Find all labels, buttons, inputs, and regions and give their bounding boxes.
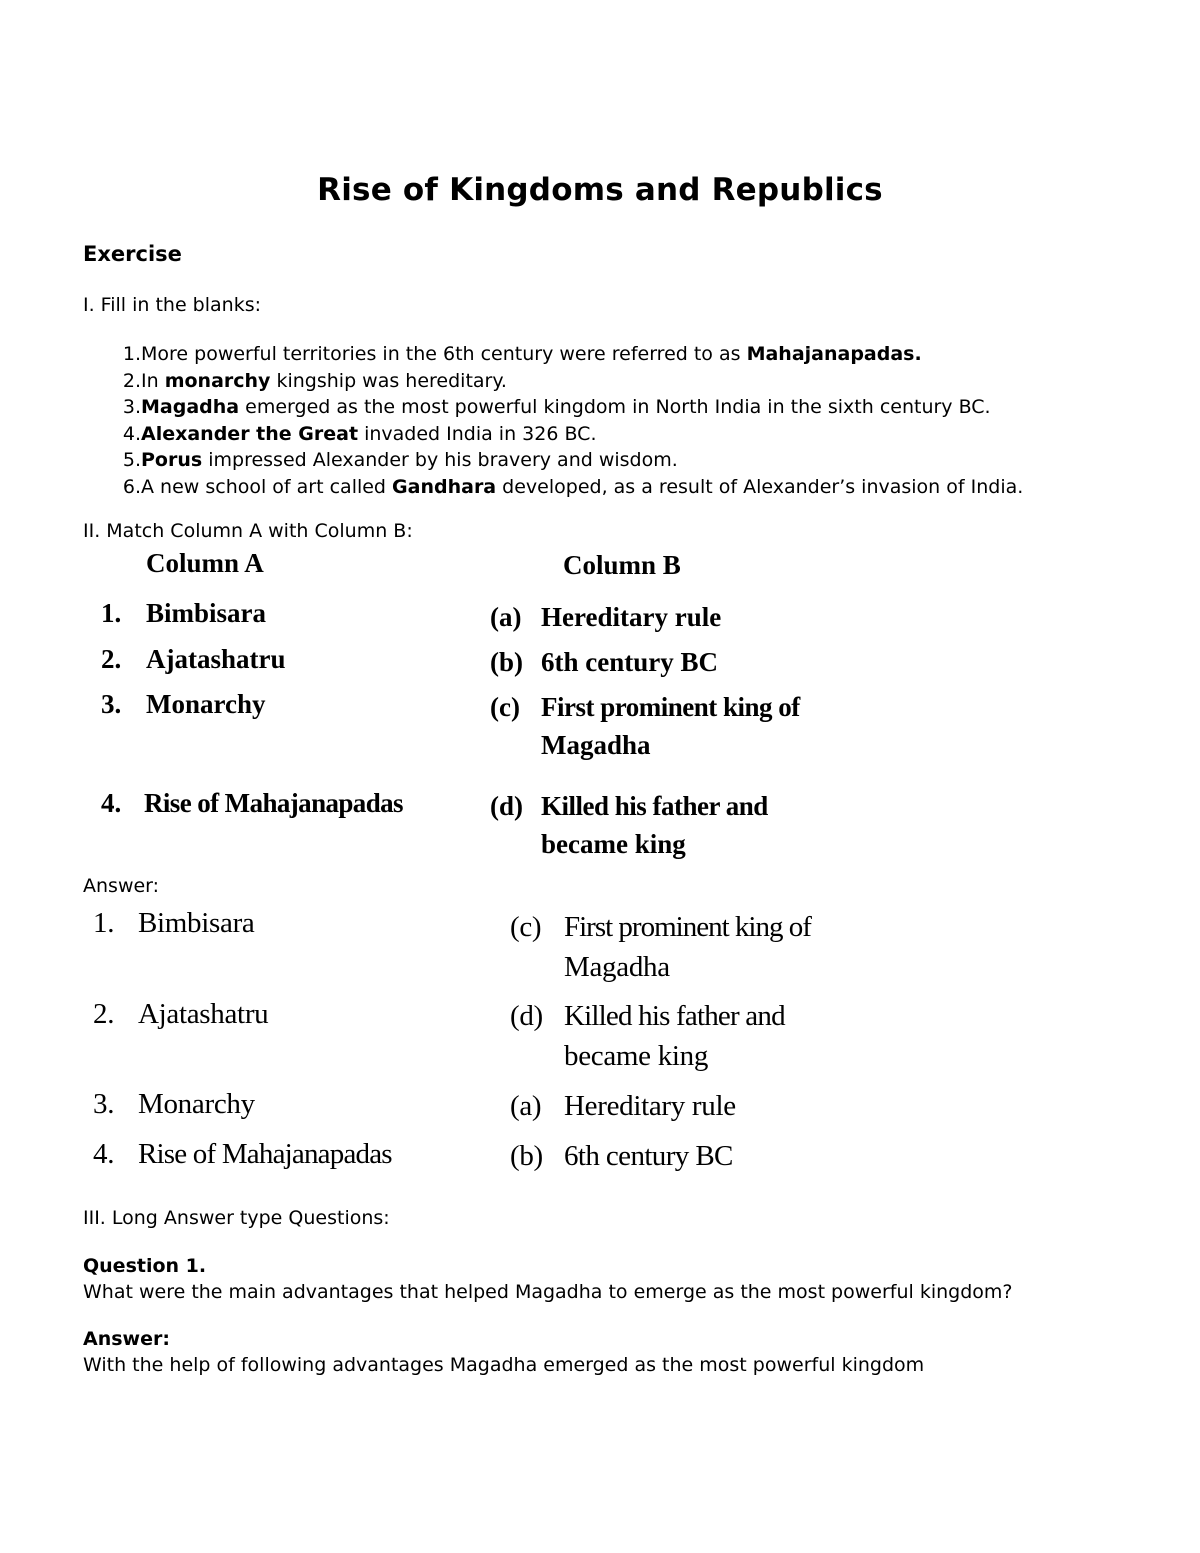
- list-item: 5.Porus impressed Alexander by his bravery and wisdom.: [122, 449, 678, 471]
- col-b-letter: (a): [490, 602, 522, 632]
- col-a-item: Ajatashatru: [146, 644, 286, 674]
- col-a-item: Rise of Mahajanapadas: [144, 788, 403, 818]
- question-label: Question 1.: [83, 1255, 207, 1277]
- col-b-item-line2: Magadha: [541, 730, 651, 760]
- col-b-letter: (b): [490, 647, 523, 677]
- answer-item: Monarchy: [138, 1088, 255, 1120]
- col-a-item: Bimbisara: [146, 598, 267, 628]
- col-b-item: First prominent king of: [541, 692, 800, 722]
- long-answer-heading: III. Long Answer type Questions:: [83, 1207, 390, 1229]
- list-item: 3.Magadha emerged as the most powerful kingdom in North India in the sixth century BC.: [122, 396, 991, 418]
- page-title: Rise of Kingdoms and Republics: [317, 172, 883, 208]
- answer-match: Killed his father and: [564, 1000, 785, 1032]
- answer-label: Answer:: [83, 1328, 170, 1350]
- col-a-num: 4.: [101, 788, 122, 818]
- col-a-num: 1.: [101, 598, 122, 628]
- col-b-item: Hereditary rule: [541, 602, 722, 632]
- answer-letter: (d): [510, 1000, 543, 1032]
- answer-letter: (a): [510, 1090, 542, 1122]
- list-item: 4.Alexander the Great invaded India in 326 BC.: [122, 422, 597, 445]
- col-a-num: 3.: [101, 689, 122, 719]
- exercise-heading: Exercise: [83, 242, 182, 266]
- col-a-num: 2.: [101, 644, 122, 674]
- question-text: What were the main advantages that helped Magadha to emerge as the most powerful kingdom?: [83, 1281, 1013, 1303]
- answer-num: 2.: [93, 998, 115, 1030]
- answer-match: Hereditary rule: [564, 1090, 736, 1122]
- answer-match: First prominent king of: [564, 911, 811, 943]
- match-answer-label: Answer:: [83, 875, 160, 897]
- col-b-letter: (c): [490, 692, 520, 722]
- column-b-header: Column B: [563, 550, 681, 580]
- answer-text: With the help of following advantages Magadha emerged as the most powerful kingdom: [83, 1354, 925, 1376]
- answer-num: 4.: [93, 1138, 115, 1170]
- fill-blanks-list: [83, 341, 1023, 500]
- fill-blanks-heading: I. Fill in the blanks:: [83, 294, 262, 316]
- answer-num: 1.: [93, 907, 115, 939]
- answer-item: Bimbisara: [138, 907, 255, 939]
- answer-item: Rise of Mahajanapadas: [138, 1138, 392, 1170]
- col-a-item: Monarchy: [146, 689, 266, 719]
- answer-letter: (b): [510, 1140, 543, 1172]
- column-a-header: Column A: [146, 548, 264, 578]
- list-item: 6.A new school of art called Gandhara developed, as a result of Alexander’s invasion of India.: [122, 475, 1024, 498]
- answer-match-line2: Magadha: [564, 951, 670, 983]
- answer-item: Ajatashatru: [138, 998, 269, 1030]
- list-item: 2.In monarchy kingship was hereditary.: [122, 369, 507, 392]
- answer-letter: (c): [510, 911, 542, 943]
- answer-match-line2: became king: [564, 1040, 709, 1072]
- match-heading: II. Match Column A with Column B:: [83, 520, 413, 542]
- answer-num: 3.: [93, 1088, 115, 1120]
- list-item: 1.More powerful territories in the 6th century were referred to as Mahajanapadas.: [122, 343, 922, 365]
- answer-match: 6th century BC: [564, 1140, 733, 1172]
- col-b-letter: (d): [490, 791, 523, 821]
- col-b-item-line2: became king: [541, 829, 686, 859]
- col-b-item: 6th century BC: [541, 647, 718, 677]
- col-b-item: Killed his father and: [541, 791, 768, 821]
